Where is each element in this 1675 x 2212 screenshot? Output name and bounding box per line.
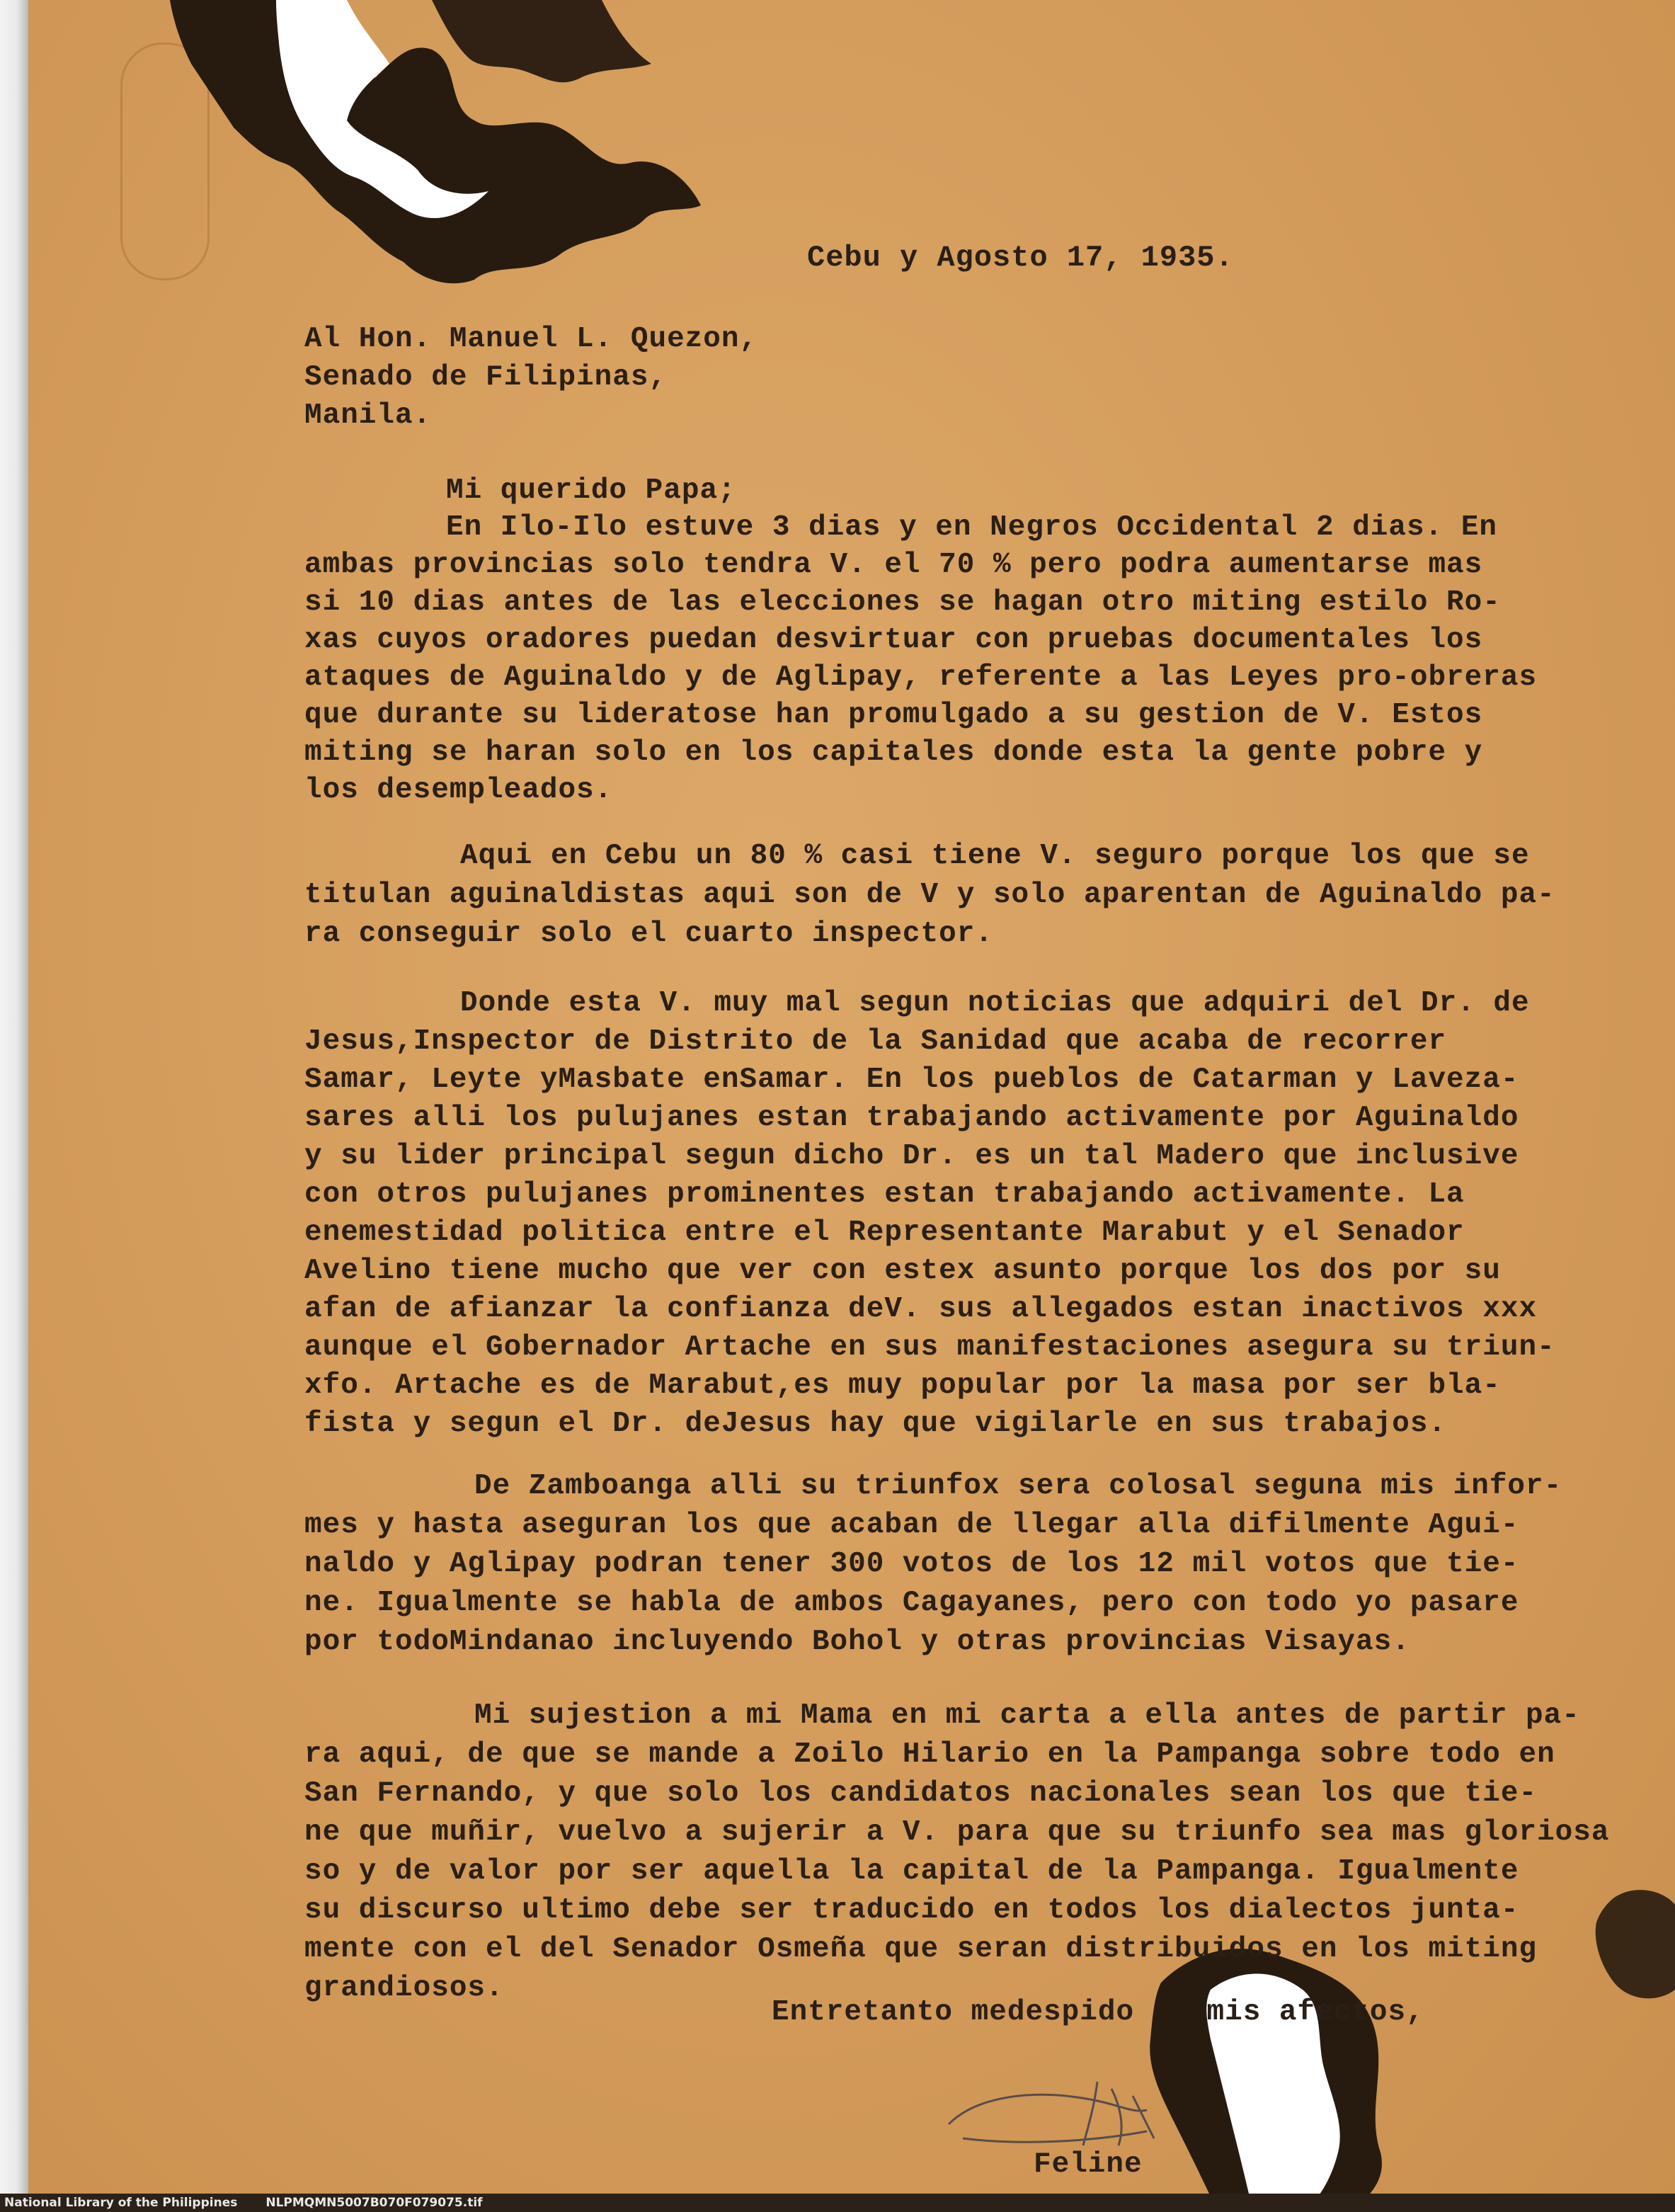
paragraph-line: xas cuyos oradores puedan desvirtuar con pruebas documentales los	[304, 624, 1483, 656]
paragraph-line: con otros pulujanes prominentes estan trabajando activamente. La	[304, 1178, 1465, 1211]
paragraph-line: ra conseguir solo el cuarto inspector.	[304, 918, 993, 950]
paragraph-line: por todoMindanao incluyendo Bohol y otras provincias Visayas.	[304, 1626, 1410, 1658]
paragraph-line: Donde esta V. muy mal segun noticias que adquiri del Dr. de	[460, 987, 1530, 1020]
paragraph-line: ataques de Aguinaldo y de Aglipay, referente a las Leyes pro-obreras	[304, 661, 1538, 694]
paragraph-line: Mi sujestion a mi Mama en mi carta a ella antes de partir pa-	[474, 1699, 1580, 1732]
paragraph-line: ne. Igualmente se habla de ambos Cagayanes, pero con todo yo pasare	[304, 1587, 1519, 1619]
address-line: Manila.	[304, 399, 432, 432]
paragraph-line: ne que muñir, vuelvo a sujerir a V. para que su triunfo sea mas gloriosa	[304, 1816, 1610, 1849]
signature-name: Feline	[1034, 2148, 1143, 2181]
letter-text	[28, 0, 1675, 2212]
paragraph-line: titulan aguinaldistas aqui son de V y solo aparentan de Aguinaldo pa-	[304, 879, 1555, 911]
paragraph-line: ambas provincias solo tendra V. el 70 % pero podra aumentarse mas	[304, 549, 1483, 581]
paragraph-line: San Fernando, y que solo los candidatos nacionales sean los que tie-	[304, 1777, 1538, 1810]
paragraph-line: De Zamboanga alli su triunfox sera colosal seguna mis infor-	[474, 1470, 1562, 1503]
paragraph-line: mente con el del Senador Osmeña que seran distribuidos en los miting	[304, 1933, 1538, 1966]
paragraph-line: Jesus,Inspector de Distrito de la Sanidad que acaba de recorrer	[304, 1025, 1447, 1058]
footer-institution: National Library of the Philippines	[4, 2196, 238, 2210]
paragraph-line: fista y segun el Dr. deJesus hay que vigilarle en sus trabajos.	[304, 1408, 1447, 1440]
paragraph-line: mes y hasta aseguran los que acaban de llegar alla difilmente Agui-	[304, 1509, 1519, 1541]
paragraph-line: enemestidad politica entre el Representante Marabut y el Senador	[304, 1216, 1465, 1249]
paragraph-line: so y de valor por ser aquella la capital de la Pampanga. Igualmente	[304, 1855, 1519, 1888]
closing-line: Entretanto medespido mis afectos,	[772, 1996, 1424, 2029]
paragraph-line: su discurso ultimo debe ser traducido en todos los dialectos junta-	[304, 1894, 1519, 1927]
paragraph-line: afan de afianzar la confianza deV. sus allegados estan inactivos xxx	[304, 1293, 1538, 1326]
paragraph-line: Avelino tiene mucho que ver con estex asunto porque los dos por su	[304, 1255, 1501, 1287]
address-line: Senado de Filipinas,	[304, 361, 668, 394]
paragraph-line: naldo y Aglipay podran tener 300 votos de los 12 mil votos que tie-	[304, 1548, 1519, 1580]
paragraph-line: que durante su lideratose han promulgado a su gestion de V. Estos	[304, 699, 1483, 731]
paragraph-line: En Ilo-Ilo estuve 3 dias y en Negros Occidental 2 dias. En	[446, 511, 1498, 544]
paragraph-line: Aqui en Cebu un 80 % casi tiene V. seguro porque los que se	[460, 840, 1530, 872]
footer-record-code: NLPMQMN5007B070F079075.tif	[265, 2196, 483, 2210]
paragraph-line: miting se haran solo en los capitales donde esta la gente pobre y	[304, 736, 1483, 769]
paragraph-line: Samar, Leyte yMasbate enSamar. En los pueblos de Catarman y Laveza-	[304, 1064, 1519, 1096]
paragraph-line: si 10 dias antes de las elecciones se hagan otro miting estilo Ro-	[304, 586, 1501, 619]
paragraph-line: los desempleados.	[304, 774, 613, 806]
paragraph-line: xfo. Artache es de Marabut,es muy popular por la masa por ser bla-	[304, 1369, 1501, 1402]
letter-sheet	[28, 0, 1675, 2212]
paragraph-line: sares alli los pulujanes estan trabajando activamente por Aguinaldo	[304, 1102, 1519, 1134]
paragraph-line: ra aqui, de que se mande a Zoilo Hilario en la Pampanga sobre todo en	[304, 1738, 1555, 1771]
scan-left-margin	[0, 0, 28, 2212]
scan-footer	[0, 2194, 1675, 2212]
paragraph-line: aunque el Gobernador Artache en sus manifestaciones asegura su triun-	[304, 1331, 1555, 1364]
address-line: Al Hon. Manuel L. Quezon,	[304, 323, 758, 355]
paragraph-line: y su lider principal segun dicho Dr. es un tal Madero que inclusive	[304, 1140, 1519, 1173]
paragraph-line: grandiosos.	[304, 1972, 504, 2005]
salutation: Mi querido Papa;	[446, 474, 736, 507]
letter-date: Cebu y Agosto 17, 1935.	[807, 241, 1234, 275]
